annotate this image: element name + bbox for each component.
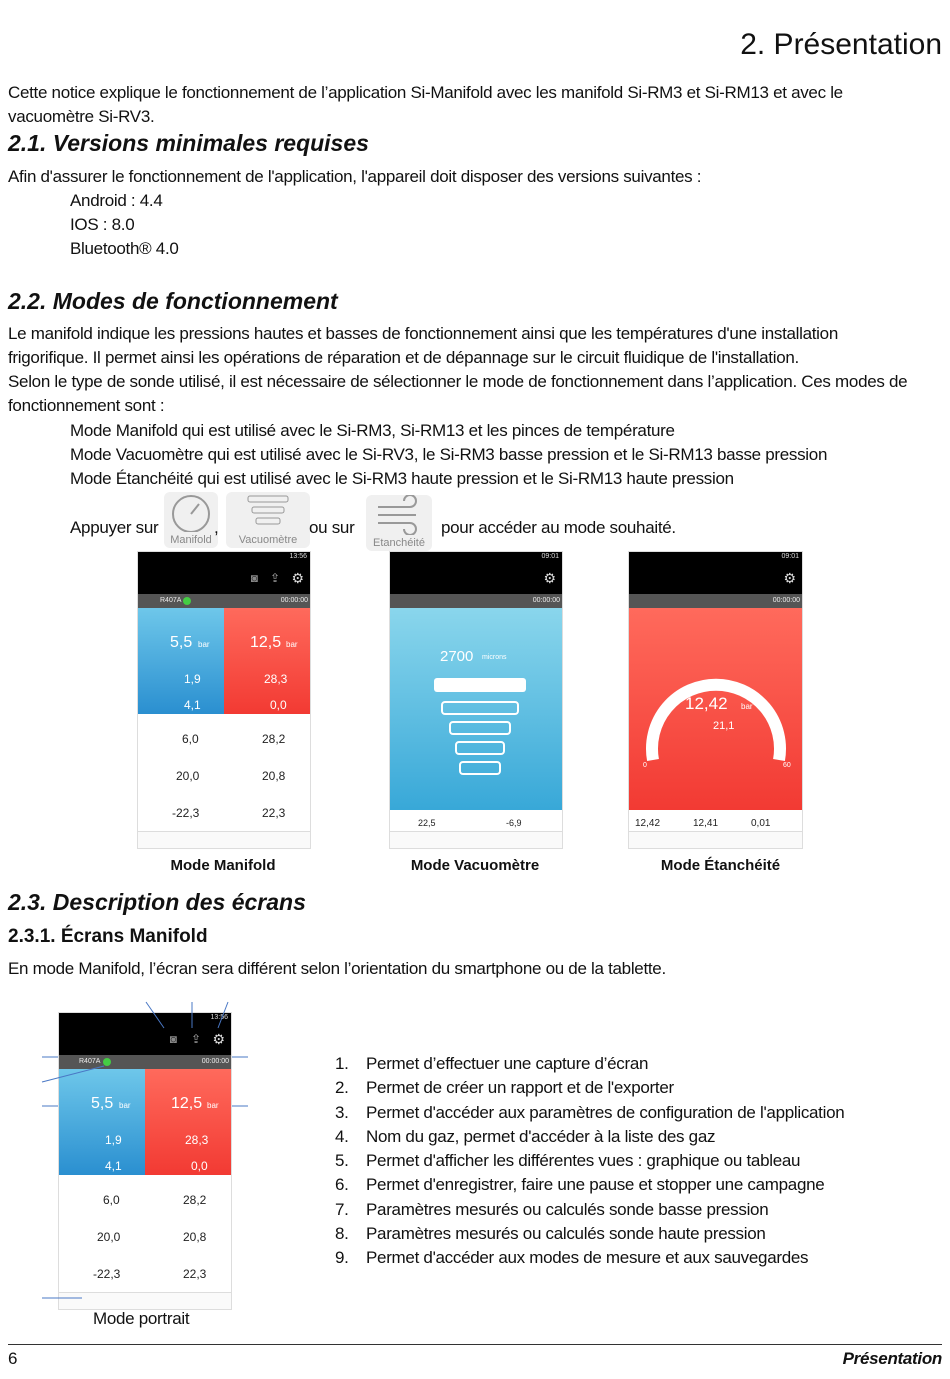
amb2-value: 20,8: [262, 769, 286, 783]
t2-value: 28,2: [183, 1193, 207, 1207]
section-2-2-title: 2.2. Modes de fonctionnement: [8, 288, 338, 314]
share-icon[interactable]: ⇪: [190, 1032, 201, 1046]
vac-ambient-value: 22,5: [418, 818, 436, 828]
screens-intro: En mode Manifold, l’écran sera différent selon l’orientation du smartphone ou de la tablette.: [8, 959, 666, 978]
list-item: 4. Nom du gaz, permet d'accéder à la liste des gaz: [335, 1126, 716, 1146]
etancheite-screen: [628, 551, 803, 849]
list-item: 3. Permet d'accéder aux paramètres de configuration de l'application: [335, 1102, 845, 1122]
sous-refroid-value: 0,0: [270, 698, 287, 712]
delta1-value: -22,3: [93, 1267, 121, 1281]
vacuum-value: 2700: [440, 648, 474, 665]
delta2-value: 22,3: [262, 806, 286, 820]
t-evap-value: 1,9: [105, 1133, 122, 1147]
list-item: 2. Permet de créer un rapport et de l'exporter: [335, 1078, 674, 1098]
mode-manifold-desc: Mode Manifold qui est utilisé avec le Si-RM3, Si-RM13 et les pinces de température: [70, 421, 675, 440]
list-item: 1. Permet d’effectuer une capture d’écran: [335, 1054, 649, 1073]
top-toolbar: [138, 564, 310, 594]
section-2-1-title: 2.1. Versions minimales requises: [8, 130, 369, 156]
mode-bar: [629, 594, 802, 608]
press-text-b: ou sur: [309, 518, 355, 537]
mode-vacuometre-desc: Mode Vacuomètre qui est utilisé avec le Si-RV3, le Si-RM3 basse pression et le Si-RM13 basse pression: [70, 445, 828, 464]
caption-vacuometre: Mode Vacuomètre: [410, 857, 540, 874]
list-item: 5. Permet d'afficher les différentes vues : graphique ou tableau: [335, 1151, 801, 1171]
sous-refroid-value: 0,0: [191, 1159, 208, 1173]
high-pressure-unit: bar: [207, 1101, 219, 1110]
vacuometre-mode-button[interactable]: [226, 492, 310, 548]
gear-icon[interactable]: ⚙: [291, 570, 304, 586]
vacuometre-label: Vacuomètre: [238, 534, 298, 546]
camera-icon[interactable]: ◙: [169, 1032, 177, 1046]
manifold-mode-button[interactable]: [164, 492, 218, 548]
low-pressure-value: 5,5: [91, 1095, 114, 1112]
wind-icon: [366, 495, 432, 535]
gauge-min: 0: [643, 762, 647, 769]
intro-text: Cette notice explique le fonctionnement de l’application Si-Manifold avec les manifold Si-RM3 et Si-RM13 et avec le: [8, 83, 843, 102]
vacuum-unit: microns: [482, 654, 507, 661]
leak-p3-value: 0,01: [751, 818, 771, 829]
amb2-value: 20,8: [183, 1230, 207, 1244]
gauge-max: 60: [783, 762, 791, 769]
leak-p1-value: 12,42: [635, 818, 661, 829]
gear-icon[interactable]: ⚙: [212, 1031, 225, 1047]
list-item: 8. Paramètres mesurés ou calculés sonde haute pression: [335, 1224, 766, 1244]
low-pressure-panel: [138, 608, 224, 714]
surchauffe-value: 4,1: [105, 1159, 122, 1173]
amb1-value: 20,0: [97, 1230, 121, 1244]
t1-value: 6,0: [103, 1193, 120, 1207]
list-item: 6. Permet d'enregistrer, faire une pause et stopper une campagne: [335, 1175, 825, 1195]
list-item: 7. Paramètres mesurés ou calculés sonde basse pression: [335, 1199, 769, 1219]
caption-etancheite: Mode Étanchéité: [660, 857, 781, 874]
list-item: 9. Permet d'accéder aux modes de mesure et aux sauvegardes: [335, 1248, 809, 1268]
callout-lines: [38, 998, 258, 1308]
high-pressure-unit: bar: [286, 640, 298, 649]
leak-temp-value: 21,1: [713, 720, 735, 732]
status-bar: [138, 552, 310, 564]
amb1-value: 20,0: [176, 769, 200, 783]
mode-etancheite-desc: Mode Étanchéité qui est utilisé avec le Si-RM3 haute pression et le Si-RM13 haute pression: [70, 469, 734, 488]
portrait-caption: Mode portrait: [93, 1309, 190, 1328]
caption-manifold: Mode Manifold: [170, 857, 276, 874]
low-pressure-value: 5,5: [170, 634, 193, 651]
vac-evap-value: -6,9: [506, 818, 522, 828]
page-title: 2. Présentation: [740, 28, 942, 61]
modes-text-4: fonctionnement sont :: [8, 396, 165, 415]
t-cond-value: 28,3: [264, 672, 288, 686]
status-time: 13:56: [210, 1014, 228, 1021]
t-cond-value: 28,3: [185, 1133, 209, 1147]
version-ios: IOS : 8.0: [70, 215, 135, 234]
modes-text-1: Le manifold indique les pressions hautes et basses de fonctionnement ainsi que les températures d'une installation: [8, 324, 838, 343]
leak-p2-value: 12,41: [693, 818, 719, 829]
press-text-c: pour accéder au mode souhaité.: [441, 518, 676, 537]
footer-section: Présentation: [842, 1349, 942, 1368]
leak-pressure-unit: bar: [741, 702, 753, 711]
footer-divider: [8, 1344, 942, 1345]
status-time: 13:56: [289, 553, 307, 560]
vacuometre-screen: [389, 551, 563, 849]
modes-text-3: Selon le type de sonde utilisé, il est nécessaire de sélectionner le mode de fonctionnement dans l’application. Ces modes de: [8, 372, 908, 391]
feature-list: [335, 1052, 844, 1271]
vacuum-panel: [390, 608, 562, 810]
leak-pressure-value: 12,42: [685, 694, 728, 713]
share-icon[interactable]: ⇪: [269, 571, 280, 585]
version-bluetooth: Bluetooth® 4.0: [70, 239, 179, 258]
gas-name[interactable]: R407A: [160, 597, 182, 604]
surchauffe-value: 4,1: [184, 698, 201, 712]
delta2-value: 22,3: [183, 1267, 207, 1281]
page-number: 6: [8, 1349, 18, 1368]
manifold-label: Manifold: [170, 534, 212, 546]
leak-test-panel: [629, 608, 802, 810]
bottom-nav[interactable]: [629, 831, 802, 848]
high-pressure-value: 12,5: [171, 1095, 203, 1112]
status-time: 09:01: [781, 553, 799, 560]
gas-bar: [138, 594, 310, 608]
timer: 00:00:00: [280, 597, 308, 604]
camera-icon[interactable]: ◙: [250, 571, 258, 585]
intro-text-2: vacuomètre Si-RV3.: [8, 107, 155, 126]
bottom-nav[interactable]: [138, 831, 310, 848]
funnel-icon: [226, 492, 310, 532]
t2-value: 28,2: [262, 732, 286, 746]
gear-icon[interactable]: ⚙: [783, 570, 796, 586]
mode-bar: [390, 594, 562, 608]
low-pressure-unit: bar: [119, 1101, 131, 1110]
gas-name[interactable]: R407A: [79, 1058, 101, 1065]
press-text-a: Appuyer sur: [70, 518, 159, 537]
press-comma: ,: [214, 518, 219, 537]
top-toolbar: [629, 564, 802, 594]
timer: 00:00:00: [532, 597, 560, 604]
timer: 00:00:00: [201, 1058, 229, 1065]
t-evap-value: 1,9: [184, 672, 201, 686]
version-android: Android : 4.4: [70, 191, 163, 210]
versions-intro: Afin d'assurer le fonctionnement de l'application, l'appareil doit disposer des versions suivantes :: [8, 167, 702, 186]
delta1-value: -22,3: [172, 806, 200, 820]
top-toolbar: [390, 564, 562, 594]
section-2-3-1-title: 2.3.1. Écrans Manifold: [8, 926, 208, 947]
high-pressure-value: 12,5: [250, 634, 282, 651]
high-pressure-panel: [224, 608, 310, 714]
status-bar: [390, 552, 562, 564]
manifold-screen: [137, 551, 311, 849]
status-dot-icon: [183, 597, 191, 605]
status-time: 09:01: [541, 553, 559, 560]
timer: 00:00:00: [772, 597, 800, 604]
etancheite-mode-button[interactable]: [366, 495, 432, 551]
gauge-icon: [164, 492, 218, 532]
gear-icon[interactable]: ⚙: [543, 570, 556, 586]
status-bar: [629, 552, 802, 564]
vacuum-funnel-gauge: [430, 676, 530, 786]
modes-text-2: frigorifique. Il permet ainsi les opérations de réparation et de dépannage sur le circuit fluidique de l'installation.: [8, 348, 799, 367]
t1-value: 6,0: [182, 732, 199, 746]
bottom-nav[interactable]: [390, 831, 562, 848]
low-pressure-unit: bar: [198, 640, 210, 649]
etancheite-label: Etanchéité: [373, 537, 425, 549]
section-2-3-title: 2.3. Description des écrans: [8, 889, 306, 915]
